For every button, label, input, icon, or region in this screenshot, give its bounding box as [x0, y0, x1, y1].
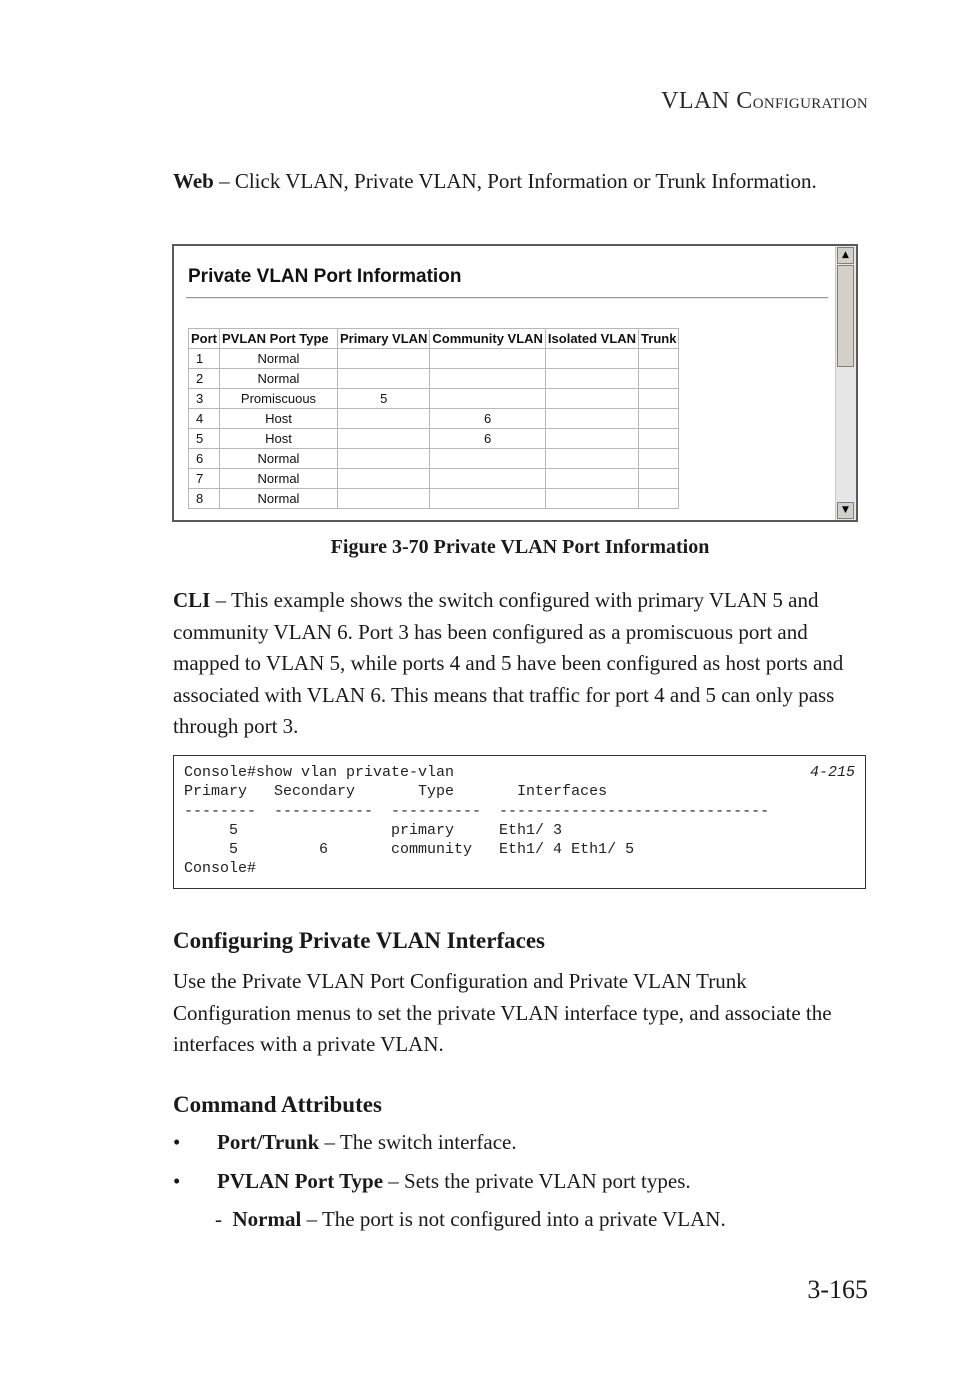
cli-code-block [173, 755, 866, 889]
table-cell: Normal [220, 469, 338, 489]
table-cell [545, 469, 638, 489]
cli-text: – This example shows the switch configured with primary VLAN 5 and community VLAN 6. Port 3 has been configured as a promiscuous port and mapped to VLAN 5, while ports 4 and 5 have been configured as host ports and associated with VLAN 6. This means that traffic for port 4 and 5 can only pass through port 3. [173, 588, 844, 738]
table-cell [545, 429, 638, 449]
col-isolated-vlan: Isolated VLAN [545, 329, 638, 349]
code-line: Primary Secondary Type Interfaces [184, 783, 608, 801]
port-info-table [188, 328, 679, 509]
bullet-marker: • [173, 1130, 181, 1154]
table-cell: Promiscuous [220, 389, 338, 409]
table-row [189, 369, 679, 389]
attribute-term: Normal [232, 1207, 302, 1231]
table-row [189, 449, 679, 469]
scroll-thumb[interactable] [837, 265, 854, 367]
table-cell [338, 409, 430, 429]
dash-marker: - [215, 1207, 222, 1231]
table-cell: 4 [189, 409, 220, 429]
running-header-small: ONFIGURATION [752, 96, 868, 112]
sub-list-item [215, 1207, 726, 1232]
table-cell [430, 489, 546, 509]
table-cell: 6 [430, 409, 546, 429]
table-cell [639, 429, 679, 449]
vertical-scrollbar[interactable] [835, 246, 856, 520]
table-cell [639, 489, 679, 509]
table-cell: Normal [220, 349, 338, 369]
table-cell [338, 449, 430, 469]
col-primary-vlan: Primary VLAN [338, 329, 430, 349]
table-cell [545, 489, 638, 509]
table-cell: 1 [189, 349, 220, 369]
table-cell [338, 429, 430, 449]
table-cell [545, 389, 638, 409]
table-cell [430, 389, 546, 409]
table-cell [545, 409, 638, 429]
code-line: 5 primary Eth1/ 3 [184, 821, 563, 839]
table-cell: Host [220, 429, 338, 449]
intro-text: – Click VLAN, Private VLAN, Port Information or Trunk Information. [213, 169, 817, 193]
screenshot-figure [172, 244, 858, 522]
bullet-marker: • [173, 1169, 181, 1193]
attribute-term: Port/Trunk [217, 1130, 320, 1154]
intro-paragraph [173, 166, 868, 198]
col-port: Port [189, 329, 220, 349]
table-row [189, 409, 679, 429]
table-cell: Normal [220, 369, 338, 389]
table-row [189, 489, 679, 509]
table-row [189, 469, 679, 489]
table-cell: Host [220, 409, 338, 429]
table-cell [639, 349, 679, 369]
table-cell [639, 369, 679, 389]
table-cell [639, 389, 679, 409]
table-cell [545, 349, 638, 369]
section-heading-interfaces: Configuring Private VLAN Interfaces [173, 928, 545, 953]
table-cell: 6 [430, 429, 546, 449]
table-header-row [189, 329, 679, 349]
table-row [189, 349, 679, 369]
code-line: -------- ----------- ---------- ------------------------------ [184, 802, 770, 820]
table-cell: 3 [189, 389, 220, 409]
col-community-vlan: Community VLAN [430, 329, 546, 349]
page-number: 3-165 [807, 1275, 868, 1304]
intro-label: Web [173, 169, 214, 193]
table-cell [338, 489, 430, 509]
table-cell [639, 409, 679, 429]
table-cell [639, 449, 679, 469]
table-cell [545, 369, 638, 389]
command-reference: 4-215 [809, 764, 855, 781]
table-cell: Normal [220, 489, 338, 509]
cli-label: CLI [173, 588, 211, 612]
table-cell: 2 [189, 369, 220, 389]
table-cell: 5 [189, 429, 220, 449]
code-line: 5 6 community Eth1/ 4 Eth1/ 5 [184, 841, 635, 859]
table-cell [338, 369, 430, 389]
scroll-up-icon[interactable]: ▲ [837, 247, 854, 264]
table-cell [545, 449, 638, 469]
table-cell [338, 349, 430, 369]
code-line: Console#show vlan private-vlan [184, 764, 455, 781]
table-cell [430, 369, 546, 389]
figure-title: Private VLAN Port Information [188, 266, 462, 287]
table-cell [430, 469, 546, 489]
section-body-interfaces: Use the Private VLAN Port Configuration and Private VLAN Trunk Configuration menus to set the private VLAN interface type, and associate the interfaces with a private VLAN. [173, 969, 832, 1056]
cli-paragraph [173, 585, 868, 743]
table-cell [430, 449, 546, 469]
table-cell: 7 [189, 469, 220, 489]
running-header: VLAN CONFIGURATION [661, 88, 868, 114]
attribute-desc: – The port is not configured into a private VLAN. [301, 1207, 726, 1231]
attribute-desc: – The switch interface. [319, 1130, 517, 1154]
table-cell: Normal [220, 449, 338, 469]
table-cell [639, 469, 679, 489]
section-heading-attributes: Command Attributes [173, 1092, 382, 1117]
attribute-term: PVLAN Port Type [217, 1169, 384, 1193]
figure-divider [186, 297, 828, 299]
code-line: Console# [184, 860, 257, 878]
figure-caption: Figure 3-70 Private VLAN Port Information [330, 536, 710, 558]
attribute-desc: – Sets the private VLAN port types. [383, 1169, 691, 1193]
table-cell: 6 [189, 449, 220, 469]
table-cell: 8 [189, 489, 220, 509]
table-cell [338, 469, 430, 489]
table-row [189, 429, 679, 449]
scroll-down-icon[interactable]: ▼ [837, 502, 854, 519]
col-pvlan-port-type: PVLAN Port Type [220, 329, 338, 349]
table-row [189, 389, 679, 409]
col-trunk: Trunk [639, 329, 679, 349]
table-cell: 5 [338, 389, 430, 409]
table-cell [430, 349, 546, 369]
